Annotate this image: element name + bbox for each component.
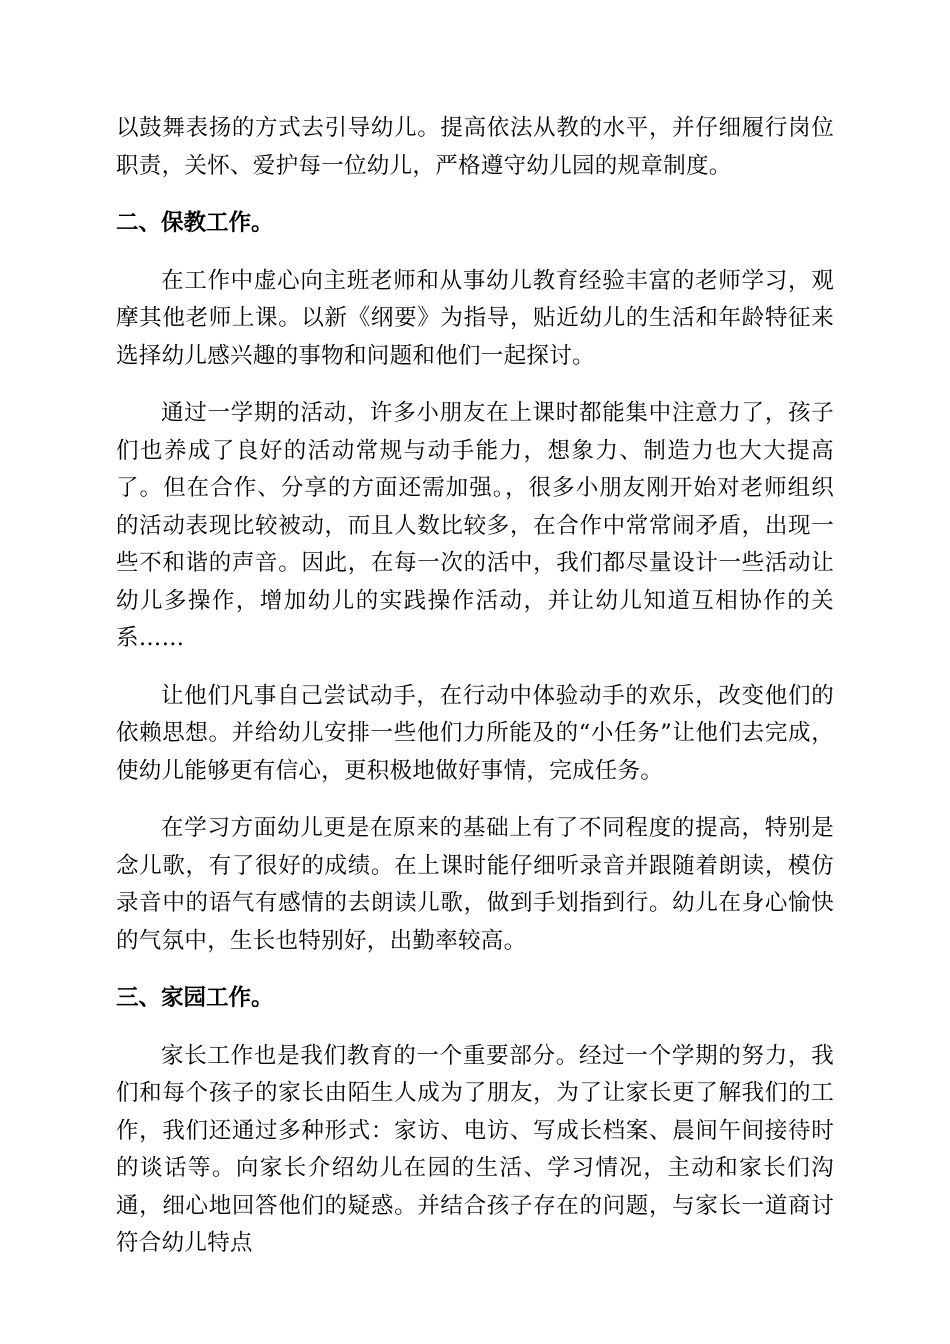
paragraph-semester-activities: 通过一学期的活动，许多小朋友在上课时都能集中注意力了，孩子们也养成了良好的活动常规与动手能力，想象力、制造力也大大提高了。但在合作、分享的方面还需加强。，很多小朋友刚开始对老师组织的活动表现比较被动，而且人数比较多，在合作中常常闹矛盾，出现一些不和谐的声音。因此，在每一次的活中，我们都尽量设计一些活动让幼儿多操作，增加幼儿的实践操作活动，并让幼儿知道互相协作的关系……	[116, 400, 834, 651]
paragraph-intro-continuation: 以鼓舞表扬的方式去引导幼儿。提高依法从教的水平，并仔细履行岗位职责，关怀、爱护每一位幼儿，严格遵守幼儿园的规章制度。	[116, 115, 834, 179]
paragraph-hands-on-tasks: 让他们凡事自己尝试动手，在行动中体验动手的欢乐，改变他们的依赖思想。并给幼儿安排一些他们力所能及的“小任务”让他们去完成，使幼儿能够更有信心，更积极地做好事情，完成任务。	[116, 682, 834, 784]
document-page	[116, 110, 834, 1263]
section-heading-care-education: 二、保教工作。	[116, 210, 274, 236]
paragraph-learning-from-teachers: 在工作中虚心向主班老师和从事幼儿教育经验丰富的老师学习，观摩其他老师上课。以新《纲要》为指导，贴近幼儿的生活和年龄特征来选择幼儿感兴趣的事物和问题和他们一起探讨。	[116, 267, 834, 369]
paragraph-parent-work: 家长工作也是我们教育的一个重要部分。经过一个学期的努力，我们和每个孩子的家长由陌生人成为了朋友，为了让家长更了解我们的工作，我们还通过多种形式：家访、电访、写成长档案、晨间午间接待时的谈话等。向家长介绍幼儿在园的生活、学习情况，主动和家长们沟通，细心地回答他们的疑惑。并结合孩子存在的问题，与家长一道商讨符合幼儿特点	[116, 1042, 834, 1256]
paragraph-study-progress: 在学习方面幼儿更是在原来的基础上有了不同程度的提高，特别是念儿歌，有了很好的成绩。在上课时能仔细听录音并跟随着朗读，模仿录音中的语气有感情的去朗读儿歌，做到手划指到行。幼儿在身心愉快的气氛中，生长也特别好，出勤率较高。	[116, 815, 834, 954]
section-heading-home-school: 三、家园工作。	[116, 985, 274, 1011]
